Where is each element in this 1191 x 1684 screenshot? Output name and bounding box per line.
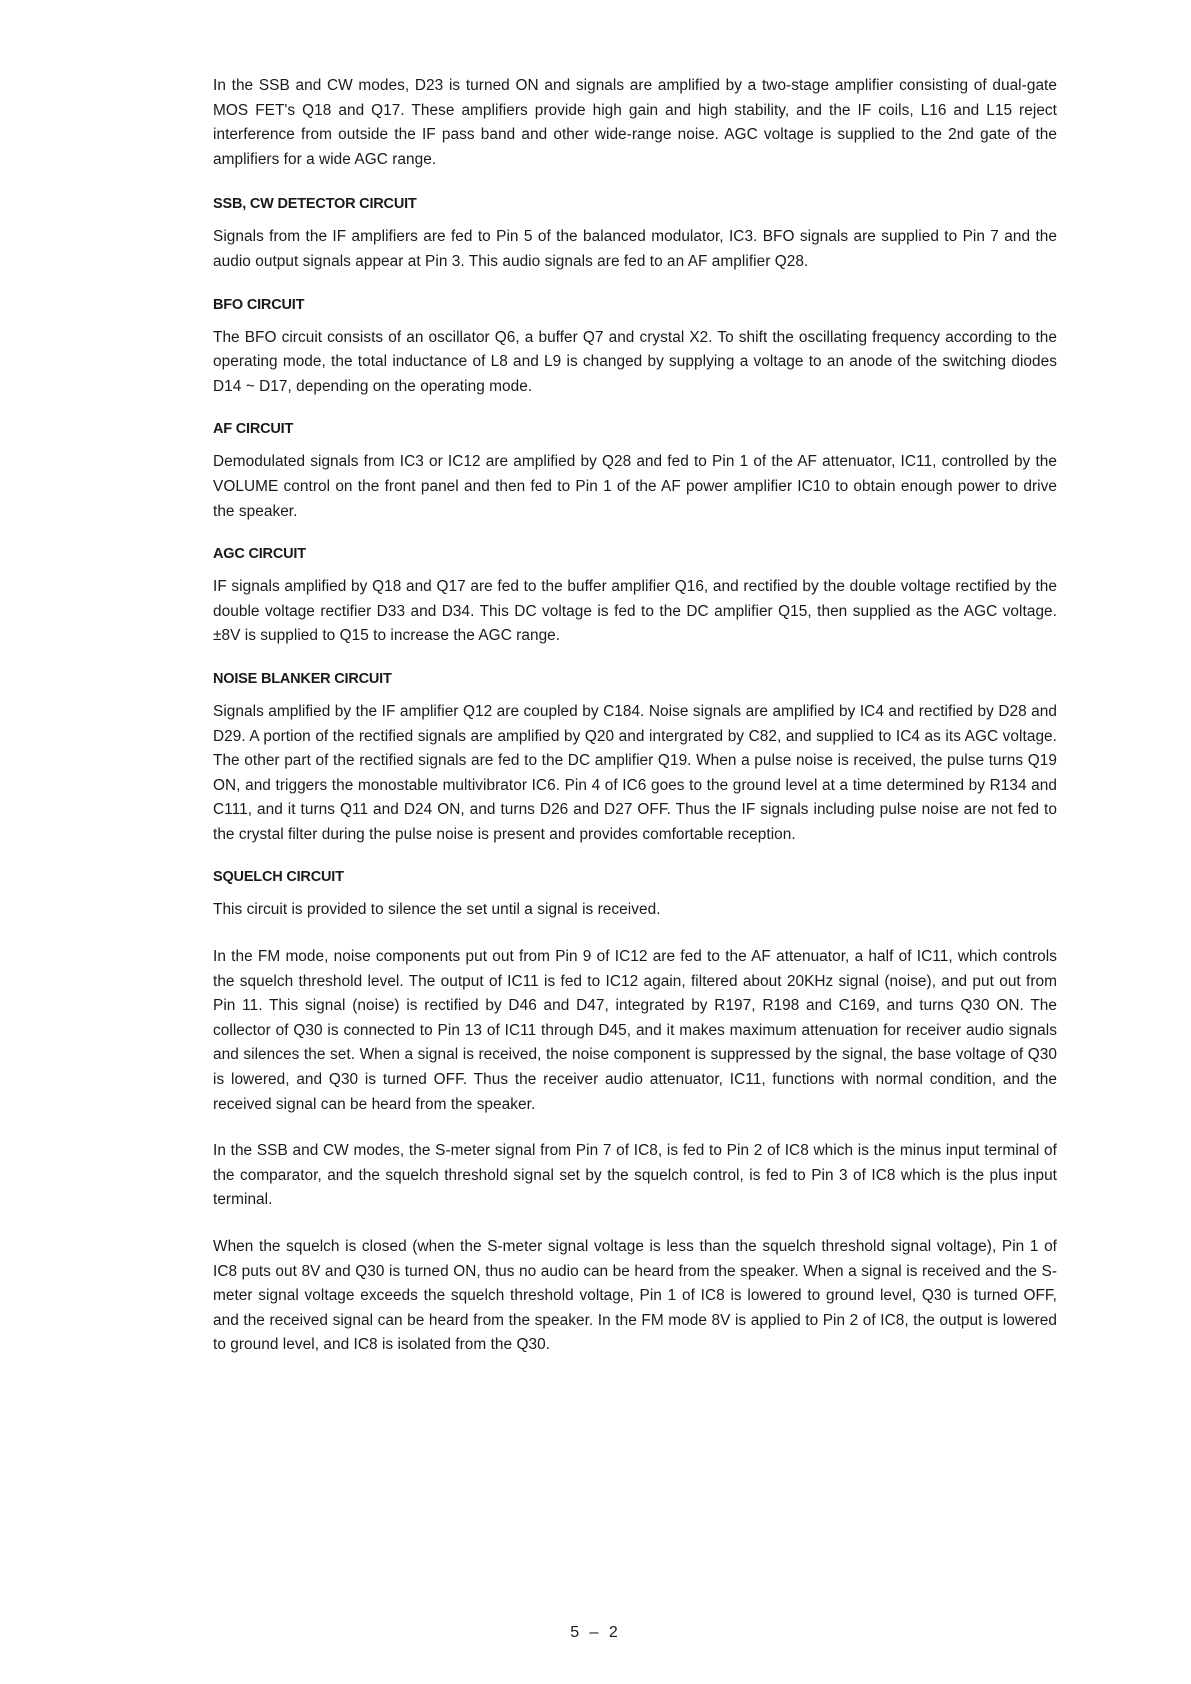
section-paragraph: In the FM mode, noise components put out from Pin 9 of IC12 are fed to the AF attenuator, a half of IC11, which controls the squelch threshold level. The output of IC11 is fed to IC12 again, filtered about 20KHz signal (noise), and put out from Pin 11. This signal (noise) is rectified by D46 and D47, integrated by R197, R198 and C169, and turns Q30 ON. The collector of Q30 is connected to Pin 13 of IC11 through D45, and it makes maximum attenuation for receiver audio signals and silences the set. When a signal is received, the noise component is suppressed by the signal, the base voltage of Q30 is lowered, and Q30 is turned OFF. Thus the receiver audio attenuator, IC11, functions with normal condition, and the received signal can be heard from the speaker. — [213, 948, 1057, 1113]
section-paragraph: Signals amplified by the IF amplifier Q12 are coupled by C184. Noise signals are amplified by IC4 and rectified by D28 and D29. A portion of the rectified signals are amplified by Q20 and intergrated by C82, and supplied to IC4 as its AGC voltage. The other part of the rectified signals are fed to the DC amplifier Q19. When a pulse noise is received, the pulse turns Q19 ON, and triggers the monostable multivibrator IC6. Pin 4 of IC6 goes to the ground level at a time determined by R134 and C111, and it turns Q11 and D24 ON, and turns D26 and D27 OFF. Thus the IF signals including pulse noise are not fed to the crystal filter during the pulse noise is present and provides comfortable reception. — [213, 702, 1057, 843]
section-heading: NOISE BLANKER CIRCUIT — [213, 670, 392, 687]
section-noise-blanker — [213, 669, 1057, 848]
section-heading: AGC CIRCUIT — [213, 546, 306, 563]
section-paragraph: This circuit is provided to silence the set until a signal is received. — [213, 901, 661, 919]
section-paragraph: Signals from the IF amplifiers are fed to Pin 5 of the balanced modulator, IC3. BFO signals are supplied to Pin 7 and the audio output signals appear at Pin 3. This audio signals are fed to an AF amplifier Q28. — [213, 228, 1057, 270]
section-paragraph: When the squelch is closed (when the S-meter signal voltage is less than the squelch threshold signal voltage), Pin 1 of IC8 puts out 8V and Q30 is turned ON, thus no audio can be heard from the speaker. When a signal is received and the S-meter signal voltage exceeds the squelch threshold voltage, Pin 1 of IC8 is lowered to ground level, Q30 is turned OFF, and the received signal can be heard from the speaker. In the FM mode 8V is applied to Pin 2 of IC8, the output is lowered to ground level, and IC8 is isolated from the Q30. — [213, 1238, 1057, 1354]
intro-paragraph: In the SSB and CW modes, D23 is turned ON and signals are amplified by a two-stage amplifier consisting of dual-gate MOS FET's Q18 and Q17. These amplifiers provide high gain and high stability, and the IF coils, L16 and L15 reject interference from outside the IF pass band and other wide-range noise. AGC voltage is supplied to the 2nd gate of the amplifiers for a wide AGC range. — [213, 77, 1057, 168]
section-bfo — [213, 295, 1057, 400]
section-heading: SSB, CW DETECTOR CIRCUIT — [213, 196, 417, 213]
section-agc — [213, 544, 1057, 649]
page-number: 5 – 2 — [570, 1624, 621, 1641]
section-paragraph: IF signals amplified by Q18 and Q17 are fed to the buffer amplifier Q16, and rectified by the double voltage rectified by the double voltage rectifier D33 and D34. This DC voltage is fed to the DC amplifier Q15, then supplied as the AGC voltage. ±8V is supplied to Q15 to increase the AGC range. — [213, 578, 1057, 645]
document-page — [213, 74, 1057, 1378]
section-heading: SQUELCH CIRCUIT — [213, 869, 344, 886]
section-ssb-cw-detector — [213, 194, 1057, 274]
section-paragraph: Demodulated signals from IC3 or IC12 are amplified by Q28 and fed to Pin 1 of the AF attenuator, IC11, controlled by the VOLUME control on the front panel and then fed to Pin 1 of the AF power amplifier IC10 to obtain enough power to drive the speaker. — [213, 453, 1057, 520]
section-paragraph: The BFO circuit consists of an oscillator Q6, a buffer Q7 and crystal X2. To shift the oscillating frequency according to the operating mode, the total inductance of L8 and L9 is changed by supplying a voltage to an anode of the switching diodes D14 ~ D17, depending on the operating mode. — [213, 328, 1057, 395]
section-heading: AF CIRCUIT — [213, 421, 294, 438]
section-heading: BFO CIRCUIT — [213, 296, 305, 313]
section-paragraph: In the SSB and CW modes, the S-meter signal from Pin 7 of IC8, is fed to Pin 2 of IC8 which is the minus input terminal of the comparator, and the squelch threshold signal set by the squelch control, is fed to Pin 3 of IC8 which is the plus input terminal. — [213, 1142, 1057, 1209]
section-squelch — [213, 867, 1057, 1358]
section-af — [213, 419, 1057, 524]
